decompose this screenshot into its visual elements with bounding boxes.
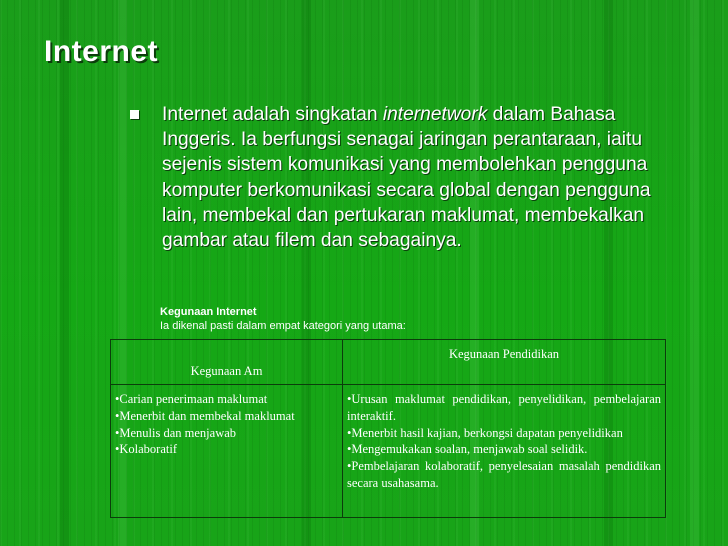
general-uses-list — [115, 391, 338, 458]
main-bullet — [130, 102, 682, 253]
table-caption — [160, 305, 406, 333]
intro-paragraph — [162, 102, 682, 253]
header-education-label: Kegunaan Pendidikan — [448, 347, 560, 361]
usage-table — [110, 339, 666, 518]
paragraph-italic-term: internetwork — [382, 104, 488, 125]
table-row — [111, 385, 666, 518]
caption-title: Kegunaan Internet — [160, 306, 257, 318]
general-uses-cell — [111, 385, 343, 518]
header-cell-general — [111, 340, 343, 385]
education-uses-cell — [343, 385, 666, 518]
education-uses-list — [347, 391, 661, 492]
square-bullet-icon — [130, 110, 139, 119]
list-item: •Mengemukakan soalan, menjawab soal selidik. — [347, 442, 588, 457]
paragraph-text-start: Internet adalah singkatan — [162, 104, 383, 125]
slide-title: Internet — [44, 35, 159, 68]
paragraph-text-end: dalam Bahasa Inggeris. Ia berfungsi senagai jaringan perantaraan, iaitu sejenis sistem komunikasi yang membolehkan pengguna komputer berkomunikasi secara global dengan pengguna lain, membekal dan pertukaran maklumat, membekalkan gambar atau filem dan sebagainya. — [162, 104, 651, 252]
caption-subtitle: Ia dikenal pasti dalam empat kategori yang utama: — [160, 320, 406, 332]
table-header-row — [111, 340, 666, 385]
header-general-label: Kegunaan Am — [190, 364, 263, 378]
background-stripe — [690, 0, 699, 546]
list-item: •Menerbit hasil kajian, berkongsi dapatan penyelidikan — [347, 425, 623, 440]
list-item: •Menulis dan menjawab — [115, 425, 237, 440]
list-item: •Menerbit dan membekal maklumat — [115, 408, 295, 423]
list-item: •Kolaboratif — [115, 442, 177, 457]
header-cell-education — [343, 340, 666, 385]
list-item: •Urusan maklumat pendidikan, penyelidikan, pembelajaran interaktif. — [347, 392, 661, 423]
list-item: •Carian penerimaan maklumat — [115, 392, 268, 406]
list-item: •Pembelajaran kolaboratif, penyelesaian masalah pendidikan secara usahasama. — [347, 459, 661, 490]
background-stripe — [60, 0, 69, 546]
